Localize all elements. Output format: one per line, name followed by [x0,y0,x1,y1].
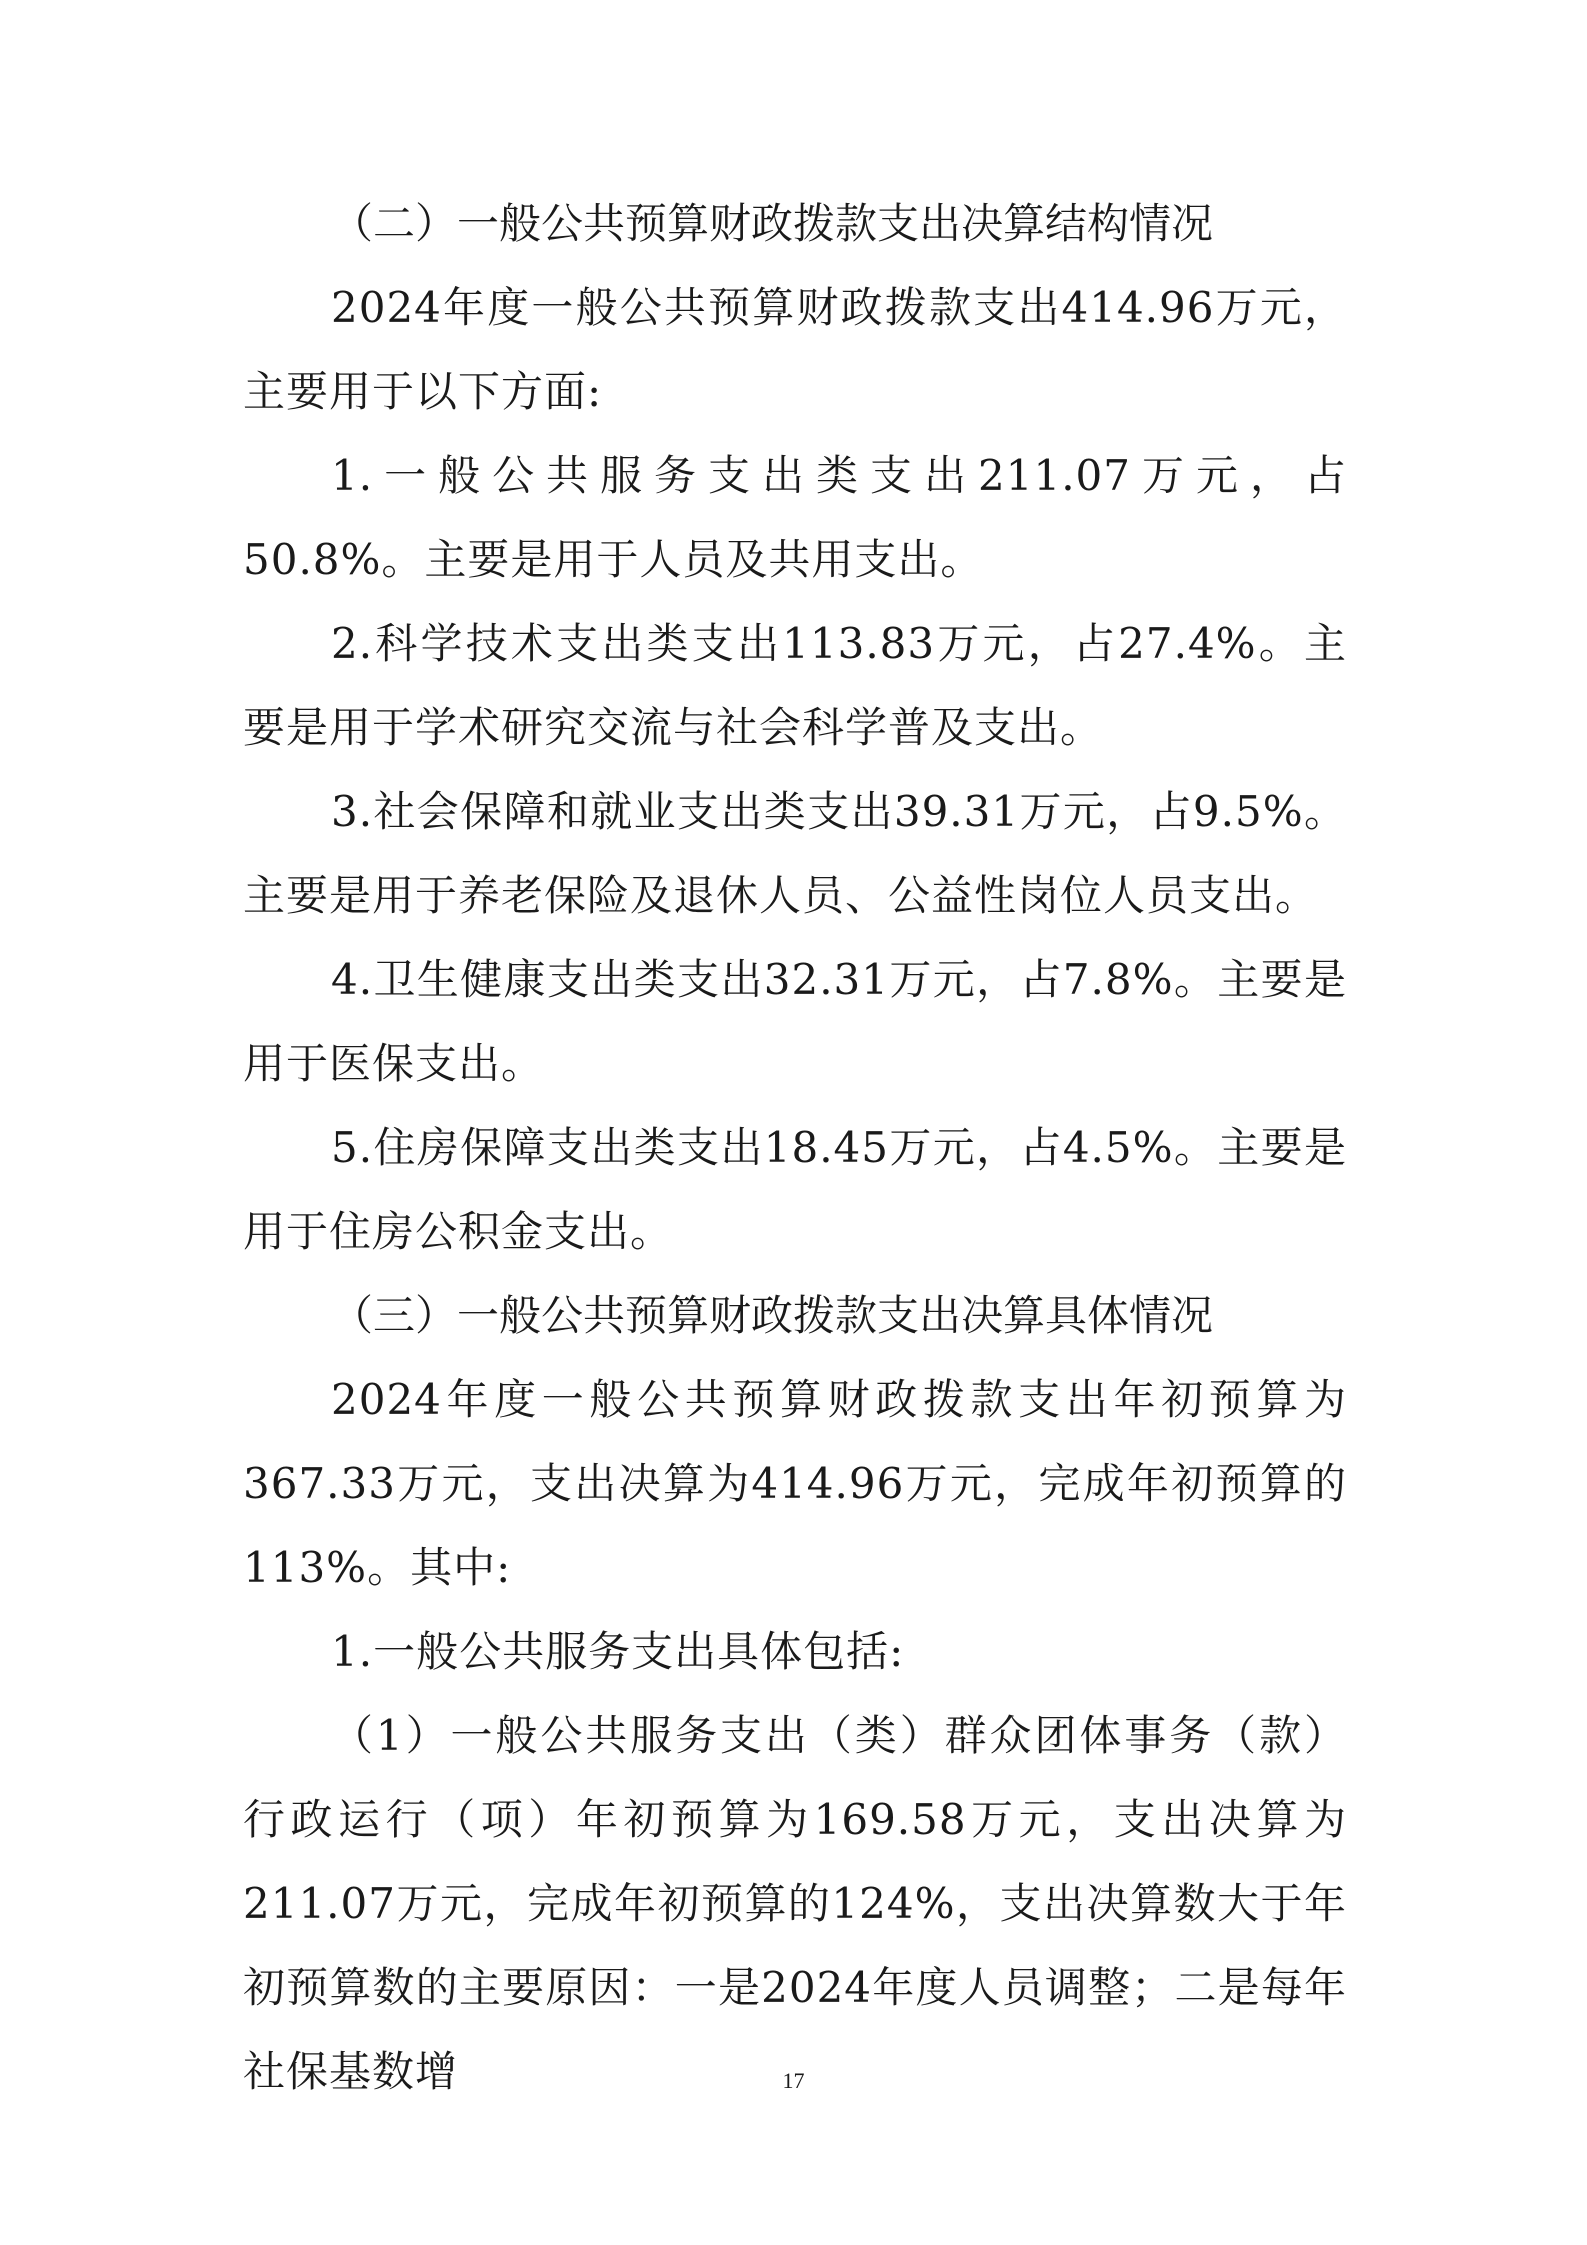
section-3-sub-heading: 1.一般公共服务支出具体包括: [331,1627,905,1676]
expense-item-science-technology: 2.科学技术支出类支出113.83万元，占27.4%。主要是用于学术研究交流与社会科学普及支出。 [243,619,1347,752]
page-number: 17 [782,2068,805,2093]
document-body [243,182,1347,2114]
expense-item-social-security: 3.社会保障和就业支出类支出39.31万元，占9.5%。主要是用于养老保险及退休人员、公益性岗位人员支出。 [243,787,1347,920]
section-3-intro: 2024年度一般公共预算财政拨款支出年初预算为367.33万元，支出决算为414.96万元，完成年初预算的113%。其中: [243,1375,1347,1592]
expense-item-general-public-services: 1.一般公共服务支出类支出211.07万元，占50.8%。主要是用于人员及共用支出。 [243,451,1347,584]
section-2-intro: 2024年度一般公共预算财政拨款支出414.96万元，主要用于以下方面: [243,283,1347,416]
section-3-heading: （三）一般公共预算财政拨款支出决算具体情况 [331,1291,1214,1340]
section-2-heading: （二）一般公共预算财政拨款支出决算结构情况 [331,199,1214,248]
section-3-detail: （1）一般公共服务支出（类）群众团体事务（款）行政运行（项）年初预算为169.58万元，支出决算为211.07万元，完成年初预算的124%，支出决算数大于年初预算数的主要原因：一是2024年度人员调整；二是每年社保基数增 [243,1711,1347,2096]
expense-item-health: 4.卫生健康支出类支出32.31万元，占7.8%。主要是用于医保支出。 [243,955,1347,1088]
expense-item-housing: 5.住房保障支出类支出18.45万元，占4.5%。主要是用于住房公积金支出。 [243,1123,1347,1256]
